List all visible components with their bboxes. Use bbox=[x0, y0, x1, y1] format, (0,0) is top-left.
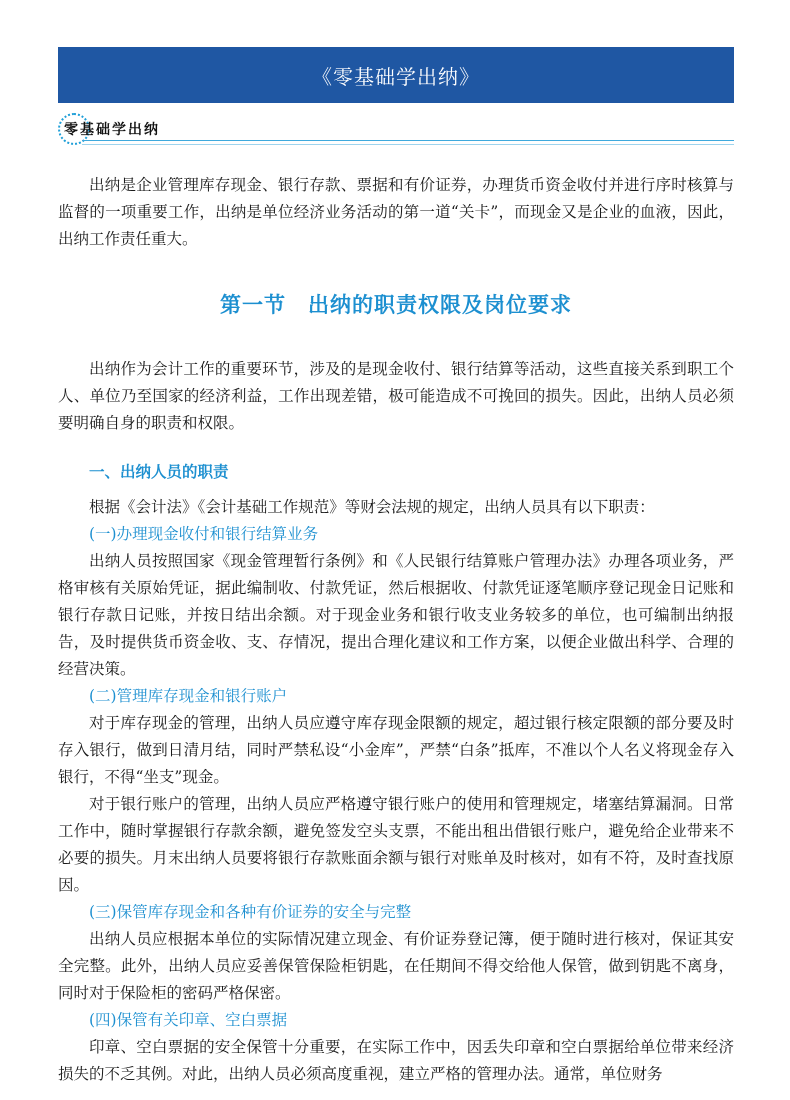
part-lead-paragraph: 根据《会计法》《会计基础工作规范》等财会法规的规定，出纳人员具有以下职责： bbox=[89, 498, 655, 516]
part-heading: 一、出纳人员的职责 bbox=[89, 463, 229, 481]
item-heading: (三)保管库存现金和各种有价证券的安全与完整 bbox=[89, 903, 412, 921]
series-logo bbox=[58, 113, 734, 147]
item-heading: (四)保管有关印章、空白票据 bbox=[89, 1011, 288, 1029]
divider-line bbox=[82, 140, 734, 141]
header-banner bbox=[58, 47, 734, 103]
intro-paragraph: 出纳是企业管理库存现金、银行存款、票据和有价证券，办理货币资金收付并进行序时核算与监督的一项重要工作，出纳是单位经济业务活动的第一道“关卡”，而现金又是企业的血液，因此，出纳工作责任重大。 bbox=[58, 176, 734, 248]
section-title: 第一节 出纳的职责权限及岗位要求 bbox=[220, 292, 572, 317]
item-paragraph: 出纳人员按照国家《现金管理暂行条例》和《人民银行结算账户管理办法》办理各项业务，严格审核有关原始凭证，据此编制收、付款凭证，然后根据收、付款凭证逐笔顺序登记现金日记账和银行存款日记账，并按日结出余额。对于现金业务和银行收支业务较多的单位，也可编制出纳报告，及时提供货币资金收、支、存情况，提出合理化建议和工作方案，以便企业做出科学、合理的经营决策。 bbox=[58, 552, 734, 678]
page-content bbox=[58, 172, 734, 1088]
logo-text: 零基础学出纳 bbox=[64, 122, 160, 138]
item-paragraph: 出纳人员应根据本单位的实际情况建立现金、有价证券登记簿，便于随时进行核对，保证其安全完整。此外，出纳人员应妥善保管保险柜钥匙，在任期间不得交给他人保管，做到钥匙不离身，同时对于保险柜的密码严格保密。 bbox=[58, 930, 734, 1002]
section-intro-paragraph: 出纳作为会计工作的重要环节，涉及的是现金收付、银行结算等活动，这些直接关系到职工个人、单位乃至国家的经济利益，工作出现差错，极可能造成不可挽回的损失。因此，出纳人员必须要明确自身的职责和权限。 bbox=[58, 360, 734, 432]
item-heading: (一)办理现金收付和银行结算业务 bbox=[89, 525, 319, 543]
item-paragraph: 印章、空白票据的安全保管十分重要，在实际工作中，因丢失印章和空白票据给单位带来经济损失的不乏其例。对此，出纳人员必须高度重视，建立严格的管理办法。通常，单位财务 bbox=[58, 1038, 734, 1083]
item-paragraph: 对于银行账户的管理，出纳人员应严格遵守银行账户的使用和管理规定，堵塞结算漏洞。日常工作中，随时掌握银行存款余额，避免签发空头支票，不能出租出借银行账户，避免给企业带来不必要的损失。月末出纳人员要将银行存款账面余额与银行对账单及时核对，如有不符，及时查找原因。 bbox=[58, 795, 734, 894]
item-heading: (二)管理库存现金和银行账户 bbox=[89, 687, 288, 705]
book-title: 《零基础学出纳》 bbox=[312, 64, 480, 89]
item-paragraph: 对于库存现金的管理，出纳人员应遵守库存现金限额的规定，超过银行核定限额的部分要及时存入银行，做到日清月结，同时严禁私设“小金库”，严禁“白条”抵库，不准以个人名义将现金存入银行，不得“坐支”现金。 bbox=[58, 714, 734, 786]
divider-line bbox=[82, 144, 734, 145]
